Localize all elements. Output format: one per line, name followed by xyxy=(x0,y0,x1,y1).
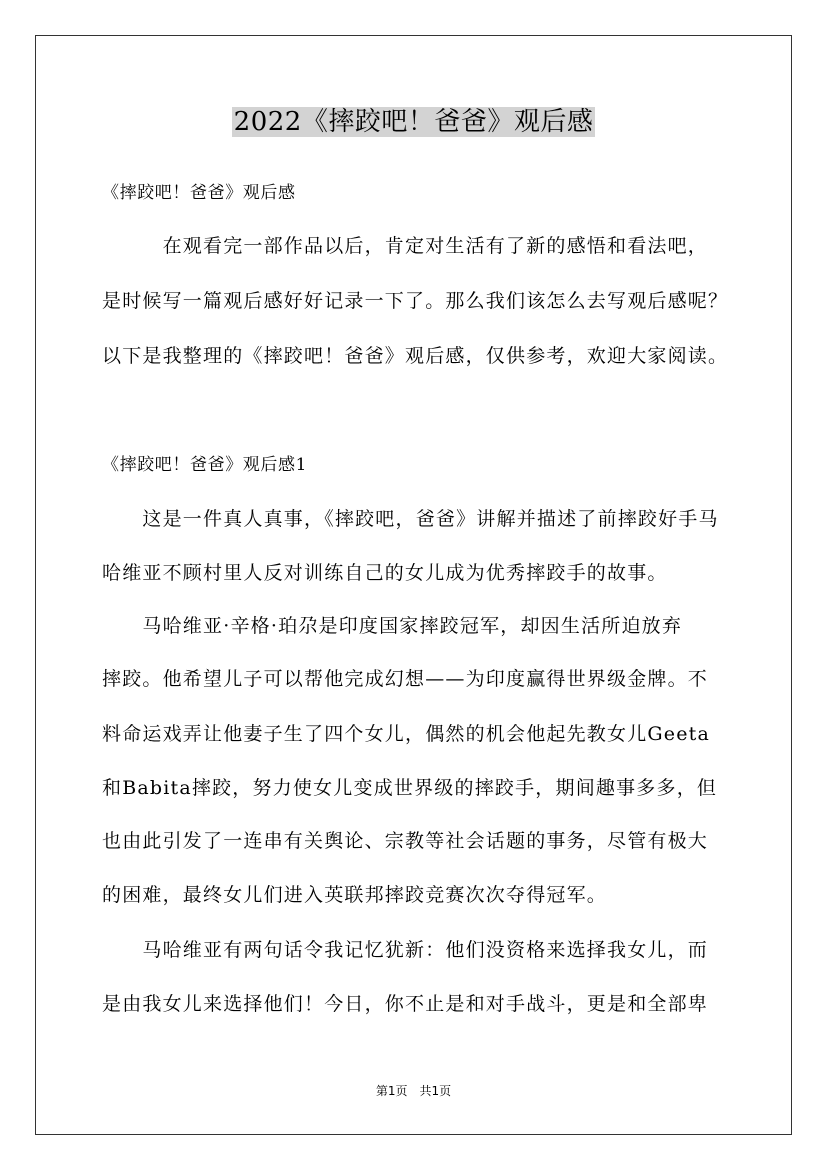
body-line-5: 料命运戏弄让他妻子生了四个女儿，偶然的机会他起先教女儿Geeta xyxy=(102,723,711,745)
section-heading: 《摔跤吧！爸爸》观后感1 xyxy=(102,455,308,475)
body-line-1: 这是一件真人真事，《摔跤吧，爸爸》讲解并描述了前摔跤好手马 xyxy=(102,508,719,530)
body-line-6: 和Babita摔跤，努力使女儿变成世界级的摔跤手，期间趣事多多，但 xyxy=(102,777,718,799)
intro-line-3: 以下是我整理的《摔跤吧！爸爸》观后感，仅供参考，欢迎大家阅读。 xyxy=(102,345,729,367)
body-line-9: 马哈维亚有两句话令我记忆犹新：他们没资格来选择我女儿，而 xyxy=(102,939,709,961)
intro-line-1: 在观看完一部作品以后，肯定对生活有了新的感悟和看法吧， xyxy=(102,235,709,257)
page-footer: 第1页 共1页 xyxy=(375,1084,452,1098)
body-line-10: 是由我女儿来选择他们！今日，你不止是和对手战斗，更是和全部卑 xyxy=(102,993,709,1015)
intro-line-2: 是时候写一篇观后感好好记录一下了。那么我们该怎么去写观后感呢？ xyxy=(102,290,729,312)
document-title xyxy=(0,102,827,142)
body-line-3: 马哈维亚·辛格·珀尕是印度国家摔跤冠军，却因生活所迫放弃 xyxy=(102,615,683,637)
body-line-2: 哈维亚不顾村里人反对训练自己的女儿成为优秀摔跤手的故事。 xyxy=(102,562,668,584)
document-title-text: 2022《摔跤吧！爸爸》观后感 xyxy=(233,107,594,137)
body-line-4: 摔跤。他希望儿子可以帮他完成幻想——为印度赢得世界级金牌。不 xyxy=(102,668,709,690)
intro-heading: 《摔跤吧！爸爸》观后感 xyxy=(102,183,296,203)
body-line-8: 的困难，最终女儿们进入英联邦摔跤竞赛次次夺得冠军。 xyxy=(102,884,608,906)
body-line-7: 也由此引发了一连串有关舆论、宗教等社会话题的事务，尽管有极大 xyxy=(102,830,709,852)
